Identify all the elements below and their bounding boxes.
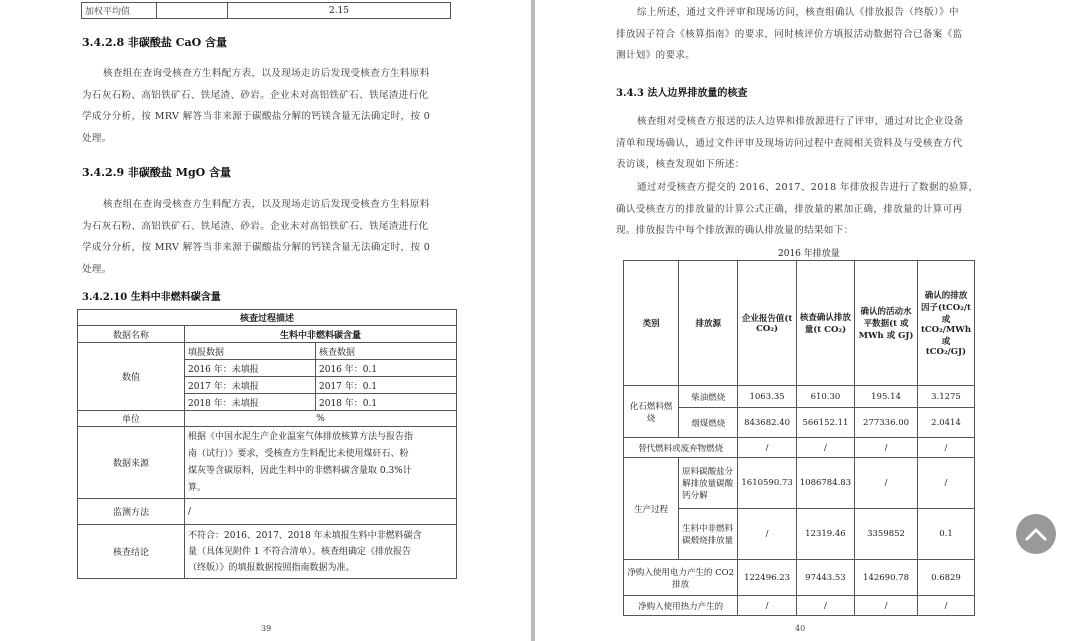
- paragraph-line: 测计划》的要求。: [616, 50, 696, 61]
- paragraph-line: 核查组在查询受核查方生料配方表，以及现场走访后发现受核查方生料原料: [103, 199, 430, 210]
- verified-heat: /: [796, 596, 854, 616]
- data-name-value: 生料中非燃料碳含量: [185, 326, 457, 343]
- verified-electricity: 97443.53: [796, 560, 854, 596]
- scroll-to-top-button[interactable]: [1016, 514, 1056, 554]
- page-number: 39: [261, 624, 272, 633]
- paragraph-cao: [82, 63, 452, 149]
- reported-coal: 843682.40: [738, 408, 796, 438]
- paragraph-line: 学成分分析，按 MRV 解答当非来源于碳酸盐分解的钙镁含量无法确定时，按 0: [82, 242, 431, 253]
- reported-heat: /: [738, 596, 796, 616]
- source-line: 煤灰等含碳原料，因此生料中的非燃料碳含量取 0.3%计: [188, 465, 412, 476]
- verified-alt: /: [796, 438, 854, 458]
- source-carbonate: 原料碳酸盐分解排放量碳酸钙分解: [679, 458, 738, 509]
- activity-diesel: 195.14: [855, 386, 918, 408]
- check-value-2016: 2016 年：0.1: [316, 360, 457, 377]
- category-heat: 净购入使用热力产生的: [624, 596, 738, 616]
- chevron-up-icon: [1025, 527, 1047, 541]
- verified-carbonate: 1086784.83: [796, 458, 854, 509]
- section-heading-mgo: 3.4.2.9 非碳酸盐 MgO 含量: [82, 166, 232, 179]
- column-header-check: 核查数据: [316, 343, 457, 360]
- paragraph-boundary: [616, 111, 986, 176]
- source-line: 算。: [188, 482, 207, 493]
- factor-electricity: 0.6829: [917, 560, 974, 596]
- paragraph-mgo: [82, 194, 452, 280]
- factor-nonfuel-carbon: 0.1: [917, 509, 974, 560]
- weighted-average-table: [81, 2, 451, 19]
- paragraph-line: 学成分分析，按 MRV 解答当非来源于碳酸盐分解的钙镁含量无法确定时，按 0: [82, 111, 431, 122]
- source-nonfuel-carbon: 生料中非燃料碳煅烧排放量: [679, 509, 738, 560]
- paragraph-line: 处理。: [82, 263, 112, 275]
- activity-coal: 277336.00: [855, 408, 918, 438]
- activity-electricity: 142690.78: [855, 560, 918, 596]
- paragraph-line: 排放因子符合《核算指南》的要求，同时核评价方填报活动数据符合已备案《监: [616, 28, 963, 40]
- section-heading-cao: 3.4.2.8 非碳酸盐 CaO 含量: [82, 36, 228, 49]
- factor-alt: /: [917, 438, 974, 458]
- paragraph-line: 表访谈，核查发现如下所述：: [616, 159, 745, 170]
- category-process: 生产过程: [624, 458, 679, 560]
- paragraph-line: 现。排放报告中每个排放源的确认排放量的结果如下：: [616, 225, 854, 236]
- conclusion-line: （终版）》的填报数据按照指南数据为准。: [188, 562, 355, 573]
- check-value-2017: 2017 年：0.1: [316, 377, 457, 394]
- paragraph-line: 核查组在查询受核查方生料配方表，以及现场走访后发现受核查方生料原料: [103, 68, 430, 79]
- paragraph-line: 为石灰石粉、高铝铁矿石、铁尾渣、砂岩。企业未对高铝铁矿石、铁尾渣进行化: [82, 220, 429, 232]
- weighted-average-label: 加权平均值: [82, 3, 157, 19]
- factor-carbonate: /: [917, 458, 974, 509]
- method-label: 监测方法: [78, 499, 185, 525]
- reported-alt: /: [738, 438, 796, 458]
- factor-diesel: 3.1275: [917, 386, 974, 408]
- reported-diesel: 1063.35: [738, 386, 796, 408]
- header-verified: 核查确认排放量(t CO₂): [796, 261, 854, 386]
- emissions-2016-table: [623, 260, 975, 616]
- category-alt-fuel: 替代燃料或废弃物燃烧: [624, 438, 738, 458]
- factor-coal: 2.0414: [917, 408, 974, 438]
- reported-electricity: 122496.23: [738, 560, 796, 596]
- paragraph-line: 为石灰石粉、高铝铁矿石、铁尾渣、砂岩。企业未对高铝铁矿石、铁尾渣进行化: [82, 89, 429, 101]
- header-category: 类别: [624, 261, 679, 386]
- factor-heat: /: [917, 596, 974, 616]
- reported-carbonate: 1610590.73: [738, 458, 796, 509]
- source-line: 南（试行）》要求，受核查方生料配比未使用煤矸石、粉: [188, 448, 409, 459]
- unit-label: 单位: [78, 411, 185, 427]
- conclusion-text: [185, 525, 457, 579]
- page-number: 40: [795, 624, 806, 633]
- fill-value-2018: 2018 年：未填报: [185, 394, 316, 411]
- verified-nonfuel-carbon: 12319.46: [796, 509, 854, 560]
- activity-nonfuel-carbon: 3359852: [855, 509, 918, 560]
- table-title: 核查过程描述: [78, 310, 457, 326]
- paragraph-line: 处理。: [82, 132, 112, 144]
- header-source: 排放源: [679, 261, 738, 386]
- weighted-average-value: 2.15: [228, 3, 451, 19]
- paragraph-line: 清单和现场确认，通过文件评审及现场访问过程中查阅相关资料及与受核查方代: [616, 137, 963, 149]
- method-value: /: [185, 499, 457, 525]
- verification-process-table: [77, 309, 457, 579]
- category-electricity: 净购入使用电力产生的 CO2 排放: [624, 560, 738, 596]
- verified-diesel: 610.30: [796, 386, 854, 408]
- source-diesel: 柴油燃烧: [679, 386, 738, 408]
- category-fossil: 化石燃料燃烧: [624, 386, 679, 438]
- document-page-39: [0, 0, 531, 641]
- check-value-2018: 2018 年：0.1: [316, 394, 457, 411]
- source-label: 数据来源: [78, 427, 185, 499]
- fill-value-2016: 2016 年：未填报: [185, 360, 316, 377]
- source-line: 根据《中国水泥生产企业温室气体排放核算方法与报告指: [188, 431, 414, 442]
- activity-carbonate: /: [855, 458, 918, 509]
- table-caption: 2016 年排放量: [778, 249, 840, 259]
- section-heading-nonfuel-carbon: 3.4.2.10 生料中非燃料碳含量: [82, 292, 221, 303]
- paragraph-line: 确认受核查方的排放量的计算公式正确，排放量的累加正确，排放量的计算可再: [616, 203, 963, 215]
- paragraph-line: 核查组对受核查方报送的法人边界和排放源进行了评审，通过对比企业设备: [637, 116, 964, 127]
- conclusion-label: 核查结论: [78, 525, 185, 579]
- reported-nonfuel-carbon: /: [738, 509, 796, 560]
- header-activity: 确认的活动水平数据(t 或 MWh 或 GJ): [855, 261, 918, 386]
- value-label: 数值: [78, 343, 185, 411]
- paragraph-line: 综上所述，通过文件评审和现场访问，核查组确认《排放报告（终版）》中: [637, 7, 959, 18]
- data-name-label: 数据名称: [78, 326, 185, 343]
- source-text: [185, 427, 457, 499]
- paragraph-line: 通过对受核查方提交的 2016、2017、2018 年排放报告进行了数据的验算，: [637, 182, 979, 193]
- conclusion-line: 量（具体见附件 1 不符合清单）。核查组确定《排放报告: [188, 546, 411, 557]
- paragraph-verification: [616, 177, 986, 242]
- column-header-fill: 填报数据: [185, 343, 316, 360]
- activity-heat: /: [855, 596, 918, 616]
- header-factor: 确认的排放因子(tCO₂/t 或 tCO₂/MWh 或 tCO₂/GJ): [917, 261, 974, 386]
- verified-coal: 566152.11: [796, 408, 854, 438]
- source-coal: 烟煤燃烧: [679, 408, 738, 438]
- unit-value: %: [185, 411, 457, 427]
- section-heading-boundary: 3.4.3 法人边界排放量的核查: [616, 88, 748, 99]
- conclusion-line: 不符合：2016、2017、2018 年未填报生料中非燃料碳含: [188, 530, 422, 541]
- fill-value-2017: 2017 年：未填报: [185, 377, 316, 394]
- paragraph-summary: [616, 2, 986, 67]
- header-reported: 企业报告值(t CO₂): [738, 261, 796, 386]
- document-page-40: [535, 0, 1066, 641]
- activity-alt: /: [855, 438, 918, 458]
